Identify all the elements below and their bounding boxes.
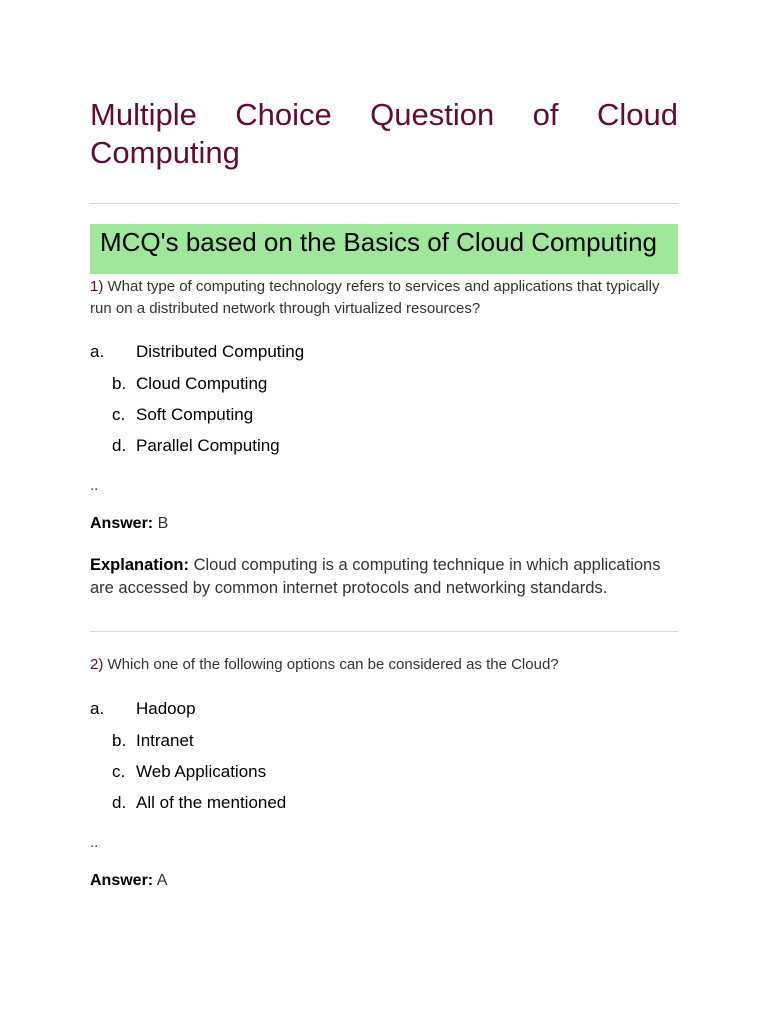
option-text: Intranet (136, 731, 194, 750)
separator-dots: .. (90, 477, 99, 494)
title-line-1 (90, 96, 678, 134)
option-text: Parallel Computing (136, 436, 280, 455)
title-word: Choice (235, 97, 332, 132)
answer (90, 870, 167, 892)
option-text: All of the mentioned (136, 793, 287, 812)
explanation-label: Explanation: (90, 556, 190, 574)
question-1 (90, 276, 680, 320)
answer-label: Answer: (90, 872, 154, 889)
question-number: 2) (90, 656, 104, 673)
title-word: Multiple (90, 97, 197, 132)
option-letter: d. (112, 793, 127, 812)
title-word: Question (370, 97, 495, 132)
explanation-text: Cloud computing is a computing technique in which applications are accessed by common internet protocols and networking standards. (90, 556, 661, 597)
option-letter: c. (112, 405, 126, 424)
answer-value: A (153, 872, 168, 889)
option-letter: b. (112, 731, 127, 750)
option-text: Distributed Computing (136, 342, 305, 361)
question-2 (90, 654, 680, 676)
explanation (90, 554, 682, 600)
section-heading: MCQ's based on the Basics of Cloud Computing (90, 224, 678, 274)
option-text: Soft Computing (136, 405, 254, 424)
divider (90, 631, 678, 632)
answer-label: Answer: (90, 515, 154, 532)
option-letter: d. (112, 436, 127, 455)
page-title (90, 96, 678, 172)
question-text: What type of computing technology refers to services and applications that typically run on a distributed network through virtualized resources? (90, 278, 660, 317)
divider (90, 203, 678, 204)
title-word: of (532, 97, 559, 132)
separator-dots: .. (90, 834, 99, 851)
option-letter: b. (112, 374, 127, 393)
answer-value: B (153, 515, 169, 532)
option-text: Hadoop (136, 699, 196, 718)
option-text: Web Applications (136, 762, 267, 781)
question-number: 1) (90, 278, 104, 295)
title-word: Cloud (596, 97, 678, 132)
title-line-2: Computing (90, 135, 240, 170)
option-text: Cloud Computing (136, 374, 268, 393)
question-text: Which one of the following options can be considered as the Cloud? (103, 656, 559, 673)
option-letter: a. (90, 342, 105, 361)
option-letter: c. (112, 762, 126, 781)
option-letter: a. (90, 699, 105, 718)
answer (90, 513, 168, 535)
